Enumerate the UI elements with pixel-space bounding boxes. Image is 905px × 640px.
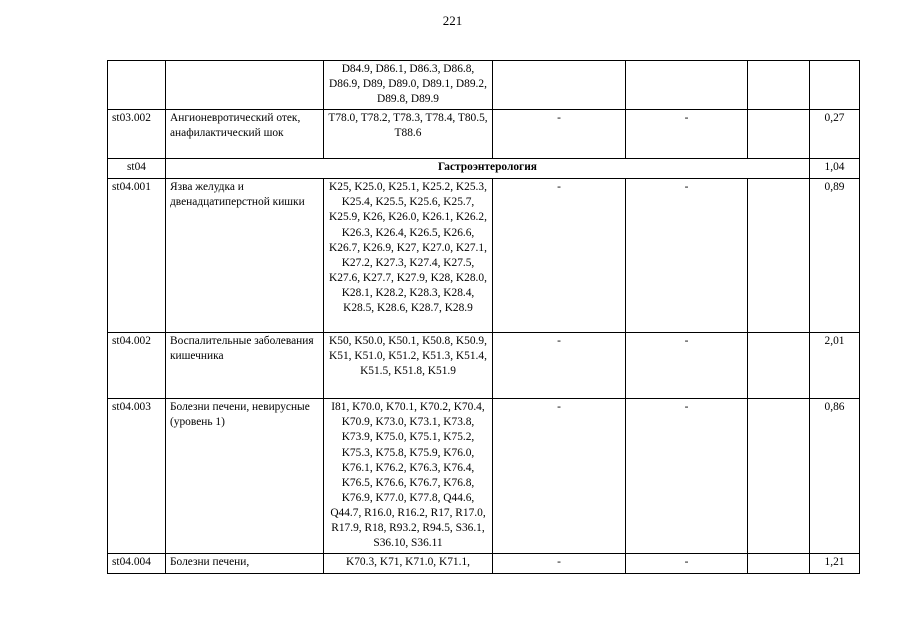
row-col-c-cell: [748, 179, 810, 333]
row-code-cell: [108, 61, 166, 110]
section-coefficient-cell: 1,04: [810, 159, 860, 179]
row-col-b-cell: -: [626, 110, 748, 159]
row-col-a-cell: -: [493, 333, 626, 399]
row-code-cell: st04.001: [108, 179, 166, 333]
table-row: [108, 333, 860, 399]
row-col-a-cell: -: [493, 110, 626, 159]
section-code-cell: st04: [108, 159, 166, 179]
page-number: 221: [442, 13, 463, 28]
table-row: [108, 399, 860, 554]
row-name-cell: Язва желудка и двенадцатиперстной кишки: [166, 179, 324, 333]
row-coefficient-cell: [810, 61, 860, 110]
row-col-a-cell: -: [493, 399, 626, 554]
row-code-cell: st04.004: [108, 554, 166, 574]
row-name-cell: [166, 61, 324, 110]
row-icd-cell: I81, K70.0, K70.1, K70.2, K70.4, K70.9, K73.0, K73.1, K73.8, K73.9, K75.0, K75.1, K75.2, K75.3, K75.8, K75.9, K76.0, K76.1, K76.2, K76.3, K76.4, K76.5, K76.6, K76.7, K76.8, K76.9, K77.0, K77.8, Q44.6, Q44.7, R16.0, R16.2, R17, R17.0, R17.9, R18, R93.2, R94.5, S36.1, S36.10, S36.11: [324, 399, 493, 554]
row-col-b-cell: -: [626, 333, 748, 399]
row-coefficient-cell: 0,86: [810, 399, 860, 554]
row-name-cell: Болезни печени,: [166, 554, 324, 574]
row-coefficient-cell: 1,21: [810, 554, 860, 574]
row-icd-cell: K50, K50.0, K50.1, K50.8, K50.9, K51, K51.0, K51.2, K51.3, K51.4, K51.5, K51.8, K51.9: [324, 333, 493, 399]
row-name-cell: Ангионевротический отек, анафилактический шок: [166, 110, 324, 159]
row-col-c-cell: [748, 110, 810, 159]
row-col-b-cell: -: [626, 554, 748, 574]
table-row: [108, 179, 860, 333]
row-coefficient-cell: 0,27: [810, 110, 860, 159]
row-icd-cell: D84.9, D86.1, D86.3, D86.8, D86.9, D89, D89.0, D89.1, D89.2, D89.8, D89.9: [324, 61, 493, 110]
row-col-b-cell: -: [626, 179, 748, 333]
table-row: [108, 554, 860, 574]
row-coefficient-cell: 0,89: [810, 179, 860, 333]
row-coefficient-cell: 2,01: [810, 333, 860, 399]
table-row: [108, 110, 860, 159]
row-col-c-cell: [748, 399, 810, 554]
row-col-b-cell: -: [626, 399, 748, 554]
row-col-c-cell: [748, 554, 810, 574]
row-col-a-cell: -: [493, 554, 626, 574]
section-row: [108, 159, 860, 179]
section-title-cell: Гастроэнтерология: [166, 159, 810, 179]
row-name-cell: Воспалительные заболевания кишечника: [166, 333, 324, 399]
row-code-cell: st04.002: [108, 333, 166, 399]
table-row: [108, 61, 860, 110]
row-code-cell: st03.002: [108, 110, 166, 159]
tariff-table: [107, 60, 860, 574]
row-icd-cell: K25, K25.0, K25.1, K25.2, K25.3, K25.4, K25.5, K25.6, K25.7, K25.9, K26, K26.0, K26.1, K26.2, K26.3, K26.4, K26.5, K26.6, K26.7, K26.9, K27, K27.0, K27.1, K27.2, K27.3, K27.4, K27.5, K27.6, K27.7, K27.9, K28, K28.0, K28.1, K28.2, K28.3, K28.4, K28.5, K28.6, K28.7, K28.9: [324, 179, 493, 333]
row-col-c-cell: [748, 333, 810, 399]
row-name-cell: Болезни печени, невирусные (уровень 1): [166, 399, 324, 554]
row-icd-cell: T78.0, T78.2, T78.3, T78.4, T80.5, T88.6: [324, 110, 493, 159]
row-col-a-cell: [493, 61, 626, 110]
row-col-a-cell: -: [493, 179, 626, 333]
row-col-c-cell: [748, 61, 810, 110]
row-icd-cell: K70.3, K71, K71.0, K71.1,: [324, 554, 493, 574]
row-col-b-cell: [626, 61, 748, 110]
row-code-cell: st04.003: [108, 399, 166, 554]
